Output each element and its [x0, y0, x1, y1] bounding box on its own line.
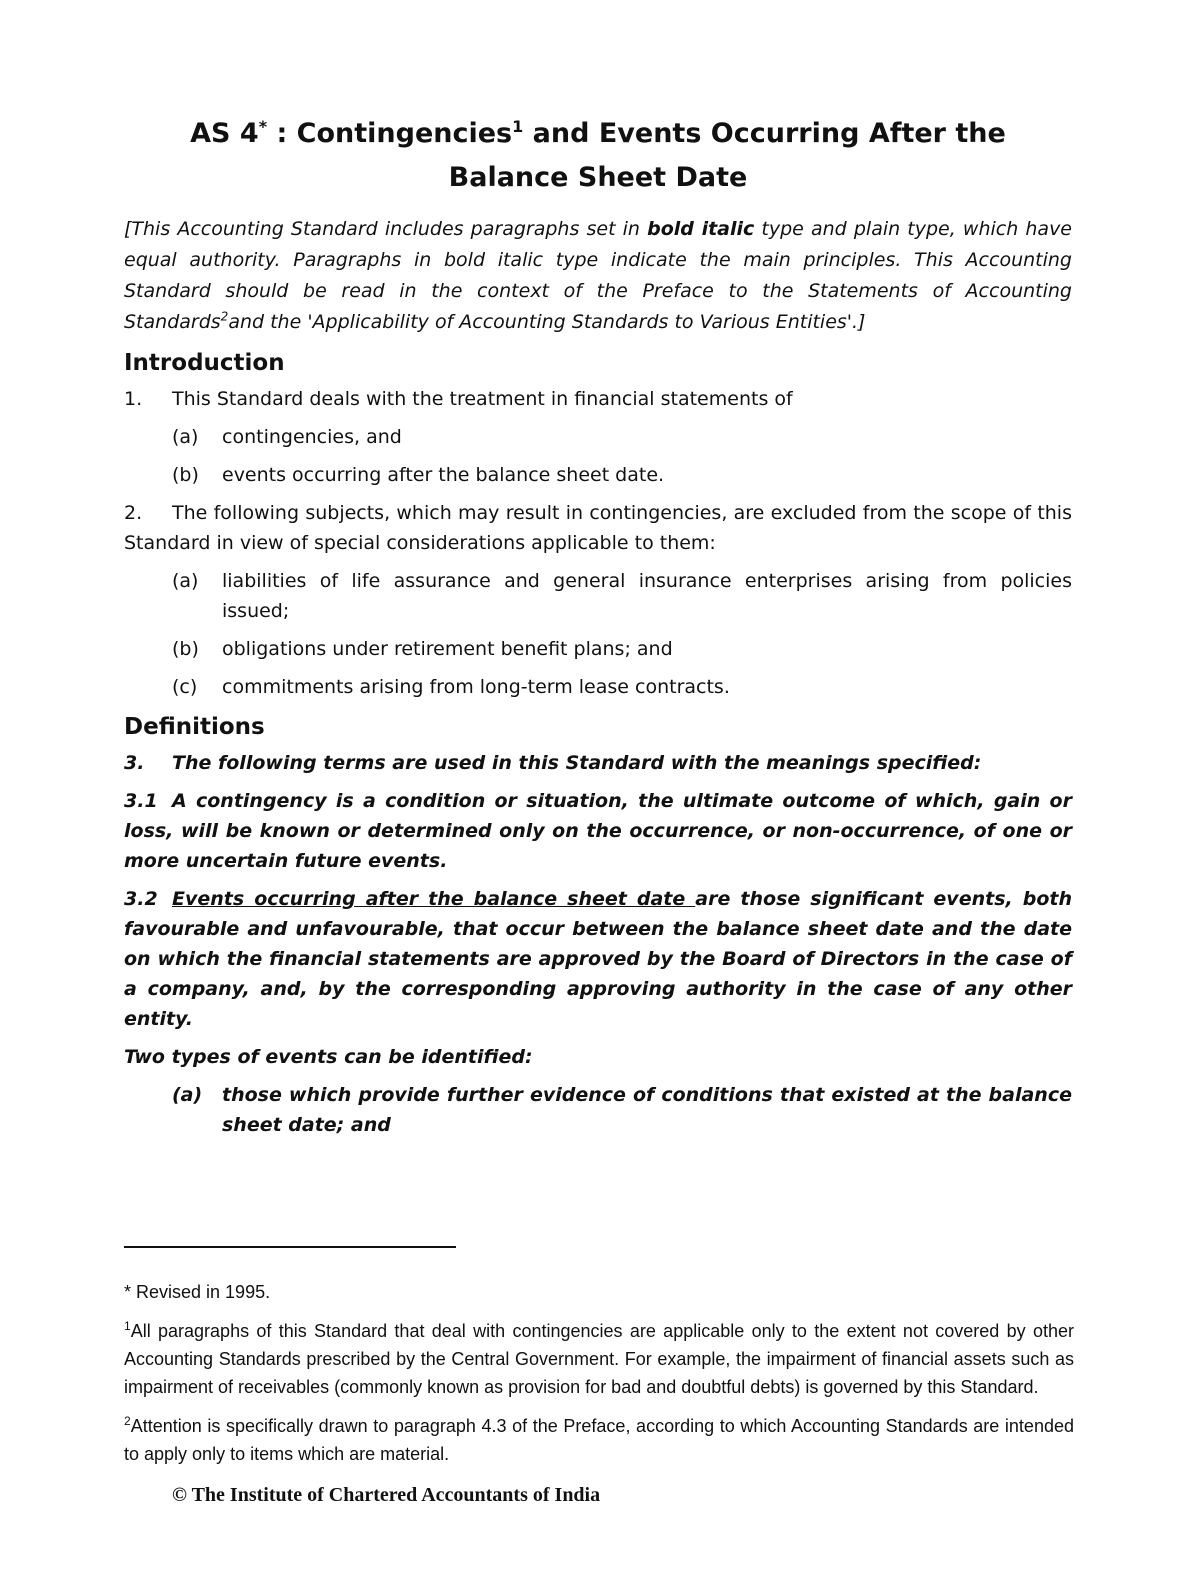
- list-item: [172, 566, 1072, 626]
- list-item-label: (a): [172, 426, 199, 448]
- paragraph-text: The following subjects, which may result in contingencies, are excluded from the scope of this Standard in view of special considerations applicable to them:: [124, 502, 1072, 554]
- footnote-divider: [124, 1246, 456, 1248]
- list-item: [172, 460, 1072, 490]
- list-item-label: (a): [172, 570, 199, 592]
- footnote-1-text: All paragraphs of this Standard that deal with contingencies are applicable only to the extent not covered by other Accounting Standards prescribed by the Central Government. For example, the impairment of financial assets such as impairment of receivables (commonly known as provision for bad and doubtful debts) is governed by this Standard.: [124, 1321, 1074, 1397]
- paragraph-number: 2.: [124, 502, 143, 524]
- footnotes: [124, 1278, 1074, 1474]
- introduction-heading: Introduction: [124, 350, 285, 376]
- list-item-text: contingencies, and: [222, 426, 402, 448]
- document-body: [124, 112, 1072, 1148]
- title-suffix: and Events Occurring After the: [523, 118, 1006, 149]
- paragraph-number: 3.1: [124, 790, 158, 812]
- list-item: [172, 422, 1072, 452]
- paragraph-text: A contingency is a condition or situation, the ultimate outcome of which, gain or loss, will be known or determined only on the occurrence, or non-occurrence, of one or more uncertain future events.: [124, 790, 1072, 872]
- note-part-3: and the 'Applicability of Accounting Standards to Various Entities'.]: [228, 311, 866, 333]
- footnote-2-mark: 2: [124, 1414, 131, 1428]
- paragraph-2: [124, 498, 1072, 558]
- title-prefix: AS 4: [190, 118, 259, 149]
- paragraph-1: [124, 384, 1072, 414]
- list-item-label: (b): [172, 464, 199, 486]
- title-line-2: Balance Sheet Date: [448, 162, 748, 193]
- paragraph-3-1: [124, 786, 1072, 876]
- list-item: [172, 1080, 1072, 1140]
- list-item-label: (b): [172, 638, 199, 660]
- paragraph-number: 3.: [124, 752, 145, 774]
- list-item-text: liabilities of life assurance and general insurance enterprises arising from policies issued;: [222, 570, 1072, 622]
- note-part-1: [This Accounting Standard includes paragraphs set in: [124, 218, 648, 240]
- authority-note: [124, 214, 1072, 338]
- defined-term: Events occurring after the balance sheet date: [172, 888, 696, 910]
- paragraph-3: [124, 748, 1072, 778]
- footnote-1-mark: 1: [124, 1319, 131, 1333]
- footnote-2: [124, 1407, 1074, 1468]
- page-title: [124, 112, 1072, 200]
- list-item-label: (c): [172, 676, 198, 698]
- footnote-2-text: Attention is specifically drawn to paragraph 4.3 of the Preface, according to which Accounting Standards are intended to apply only to items which are material.: [124, 1416, 1074, 1464]
- paragraph-text: The following terms are used in this Standard with the meanings specified:: [172, 752, 982, 774]
- title-star-mark: *: [258, 117, 268, 136]
- list-item: [172, 672, 1072, 702]
- definitions-heading: Definitions: [124, 714, 265, 740]
- paragraph-3-2: [124, 884, 1072, 1034]
- types-intro: Two types of events can be identified:: [124, 1046, 533, 1068]
- list-item-text: obligations under retirement benefit plans; and: [222, 638, 673, 660]
- paragraph-number: 3.2: [124, 888, 158, 910]
- paragraph-number: 1.: [124, 388, 143, 410]
- title-mid: : Contingencies: [267, 118, 513, 149]
- copyright-notice: © The Institute of Chartered Accountants of India: [172, 1484, 601, 1506]
- list-item-text: events occurring after the balance sheet date.: [222, 464, 665, 486]
- list-item-label: (a): [172, 1084, 203, 1106]
- list-item-text: those which provide further evidence of conditions that existed at the balance sheet date; and: [222, 1084, 1072, 1136]
- paragraph-text: are those significant events, both favourable and unfavourable, that occur between the balance sheet date and the date on which the financial statements are approved by the Board of Directors in the case of a company, and, by the corresponding approving authority in the case of any other entity.: [124, 888, 1073, 1030]
- footnote-1: [124, 1312, 1074, 1401]
- note-bold-italic: bold italic: [647, 218, 755, 240]
- note-part-2: type and plain type, which have equal authority. Paragraphs in bold italic type indicate the main principles. This Accounting Standard should be read in the context of the Preface to the Statements of Accounting Standards: [124, 218, 1072, 333]
- list-item: [172, 634, 1072, 664]
- note-footnote-2-mark: 2: [220, 309, 229, 324]
- title-footnote-1-mark: 1: [512, 117, 524, 136]
- footnote-star: * Revised in 1995.: [124, 1282, 271, 1302]
- list-item-text: commitments arising from long-term lease contracts.: [222, 676, 730, 698]
- paragraph-text: This Standard deals with the treatment in financial statements of: [172, 388, 793, 410]
